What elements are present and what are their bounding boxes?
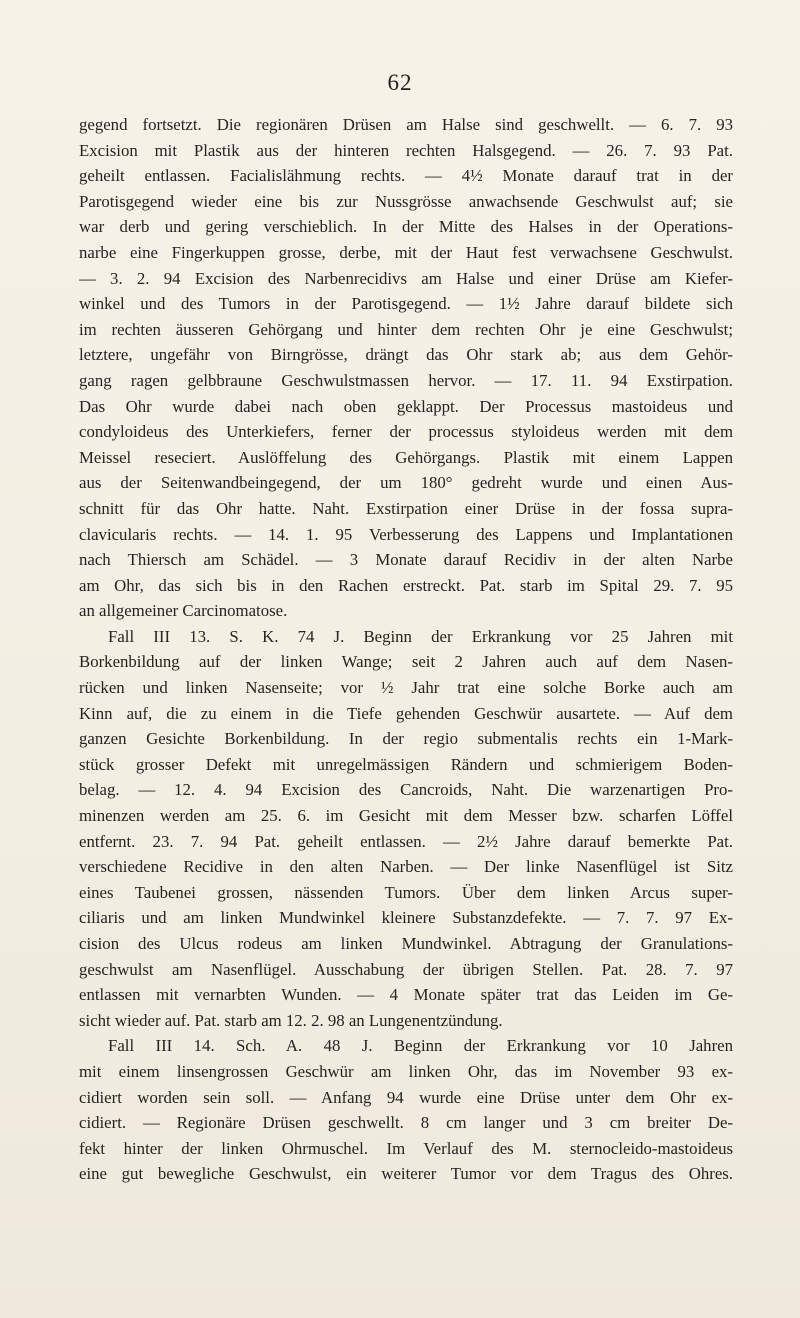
text-line: stück grosser Defekt mit unregelmässigen Rändern und schmierigem Boden- (79, 754, 733, 774)
text-line: winkel und des Tumors in der Parotisgegend. — 1½ Jahre darauf bildete sich (79, 294, 733, 314)
text-line: entfernt. 23. 7. 94 Pat. geheilt entlassen. — 2½ Jahre darauf bemerkte Pat. (79, 831, 733, 851)
text-line: cidiert worden sein soll. — Anfang 94 wurde eine Drüse unter dem Ohr ex- (79, 1087, 733, 1107)
text-line: clavicularis rechts. — 14. 1. 95 Verbesserung des Lappens und Implantationen (79, 524, 733, 544)
text-line: geheilt entlassen. Facialislähmung rechts. — 4½ Monate darauf trat in der (79, 166, 733, 186)
text-line: — 3. 2. 94 Excision des Narbenrecidivs am Halse und einer Drüse am Kiefer- (79, 268, 733, 288)
text-line: minenzen werden am 25. 6. im Gesicht mit dem Messer bzw. scharfen Löffel (79, 806, 733, 826)
text-line: ciliaris und am linken Mundwinkel kleinere Substanzdefekte. — 7. 7. 97 Ex- (79, 908, 733, 928)
text-line: sicht wieder auf. Pat. starb am 12. 2. 98 an Lungenentzündung. (79, 1010, 503, 1030)
text-line: eine gut bewegliche Geschwulst, ein weiterer Tumor vor dem Tragus des Ohres. (79, 1164, 733, 1184)
text-line: an allgemeiner Carcinomatose. (79, 601, 288, 621)
text-line: schnitt für das Ohr hatte. Naht. Exstirpation einer Drüse in der fossa supra- (79, 498, 733, 518)
text-line: gang ragen gelbbraune Geschwulstmassen hervor. — 17. 11. 94 Exstirpation. (79, 370, 733, 390)
text-line: mit einem linsengrossen Geschwür am linken Ohr, das im November 93 ex- (79, 1061, 733, 1081)
text-line: am Ohr, das sich bis in den Rachen erstreckt. Pat. starb im Spital 29. 7. 95 (79, 575, 733, 595)
text-line: Fall III 14. Sch. A. 48 J. Beginn der Erkrankung vor 10 Jahren (108, 1036, 733, 1056)
body-text (79, 112, 733, 1187)
text-line: cidiert. — Regionäre Drüsen geschwellt. 8 cm langer und 3 cm breiter De- (79, 1113, 733, 1133)
text-line: fekt hinter der linken Ohrmuschel. Im Verlauf des M. sternocleido-mastoideus (79, 1138, 733, 1158)
text-line: war derb und gering verschieblich. In der Mitte des Halses in der Operations- (79, 217, 733, 237)
text-line: Excision mit Plastik aus der hinteren rechten Halsgegend. — 26. 7. 93 Pat. (79, 140, 733, 160)
text-line: letztere, ungefähr von Birngrösse, drängt das Ohr stark ab; aus dem Gehör- (79, 345, 733, 365)
text-line: cision des Ulcus rodeus am linken Mundwinkel. Abtragung der Granulations- (79, 934, 733, 953)
text-line: verschiedene Recidive in den alten Narben. — Der linke Nasenflügel ist Sitz (79, 857, 733, 877)
text-line: eines Taubenei grossen, nässenden Tumors. Über dem linken Arcus super- (79, 882, 733, 902)
text-line: Fall III 13. S. K. 74 J. Beginn der Erkrankung vor 25 Jahren mit (108, 626, 733, 646)
text-line: geschwulst am Nasenflügel. Ausschabung der übrigen Stellen. Pat. 28. 7. 97 (79, 959, 733, 979)
text-line: Meissel reseciert. Auslöffelung des Gehörgangs. Plastik mit einem Lappen (79, 447, 733, 467)
text-line: gegend fortsetzt. Die regionären Drüsen am Halse sind geschwellt. — 6. 7. 93 (79, 115, 733, 134)
text-line: condyloideus des Unterkiefers, ferner der processus styloideus werden mit dem (79, 422, 733, 442)
text-line: Parotisgegend wieder eine bis zur Nussgrösse anwachsende Geschwulst auf; sie (79, 191, 733, 211)
text-line: nach Thiersch am Schädel. — 3 Monate darauf Recidiv in der alten Narbe (79, 550, 733, 570)
text-line: aus der Seitenwandbeingegend, der um 180° gedreht wurde und einen Aus- (79, 473, 733, 493)
text-line: narbe eine Fingerkuppen grosse, derbe, mit der Haut fest verwachsene Geschwulst. (79, 242, 733, 262)
text-line: belag. — 12. 4. 94 Excision des Cancroids, Naht. Die warzenartigen Pro- (79, 780, 733, 800)
text-line: im rechten äusseren Gehörgang und hinter dem rechten Ohr je eine Geschwulst; (79, 319, 733, 339)
page-number: 62 (387, 70, 413, 95)
text-line: ganzen Gesichte Borkenbildung. In der regio submentalis rechts ein 1-Mark- (79, 729, 733, 749)
text-line: rücken und linken Nasenseite; vor ½ Jahr trat eine solche Borke auch am (79, 678, 733, 698)
text-line: Das Ohr wurde dabei nach oben geklappt. Der Processus mastoideus und (79, 396, 733, 416)
text-line: entlassen mit vernarbten Wunden. — 4 Monate später trat das Leiden im Ge- (79, 985, 733, 1005)
text-line: Borkenbildung auf der linken Wange; seit 2 Jahren auch auf dem Nasen- (79, 652, 733, 672)
text-line: Kinn auf, die zu einem in die Tiefe gehenden Geschwür ausartete. — Auf dem (79, 703, 733, 723)
